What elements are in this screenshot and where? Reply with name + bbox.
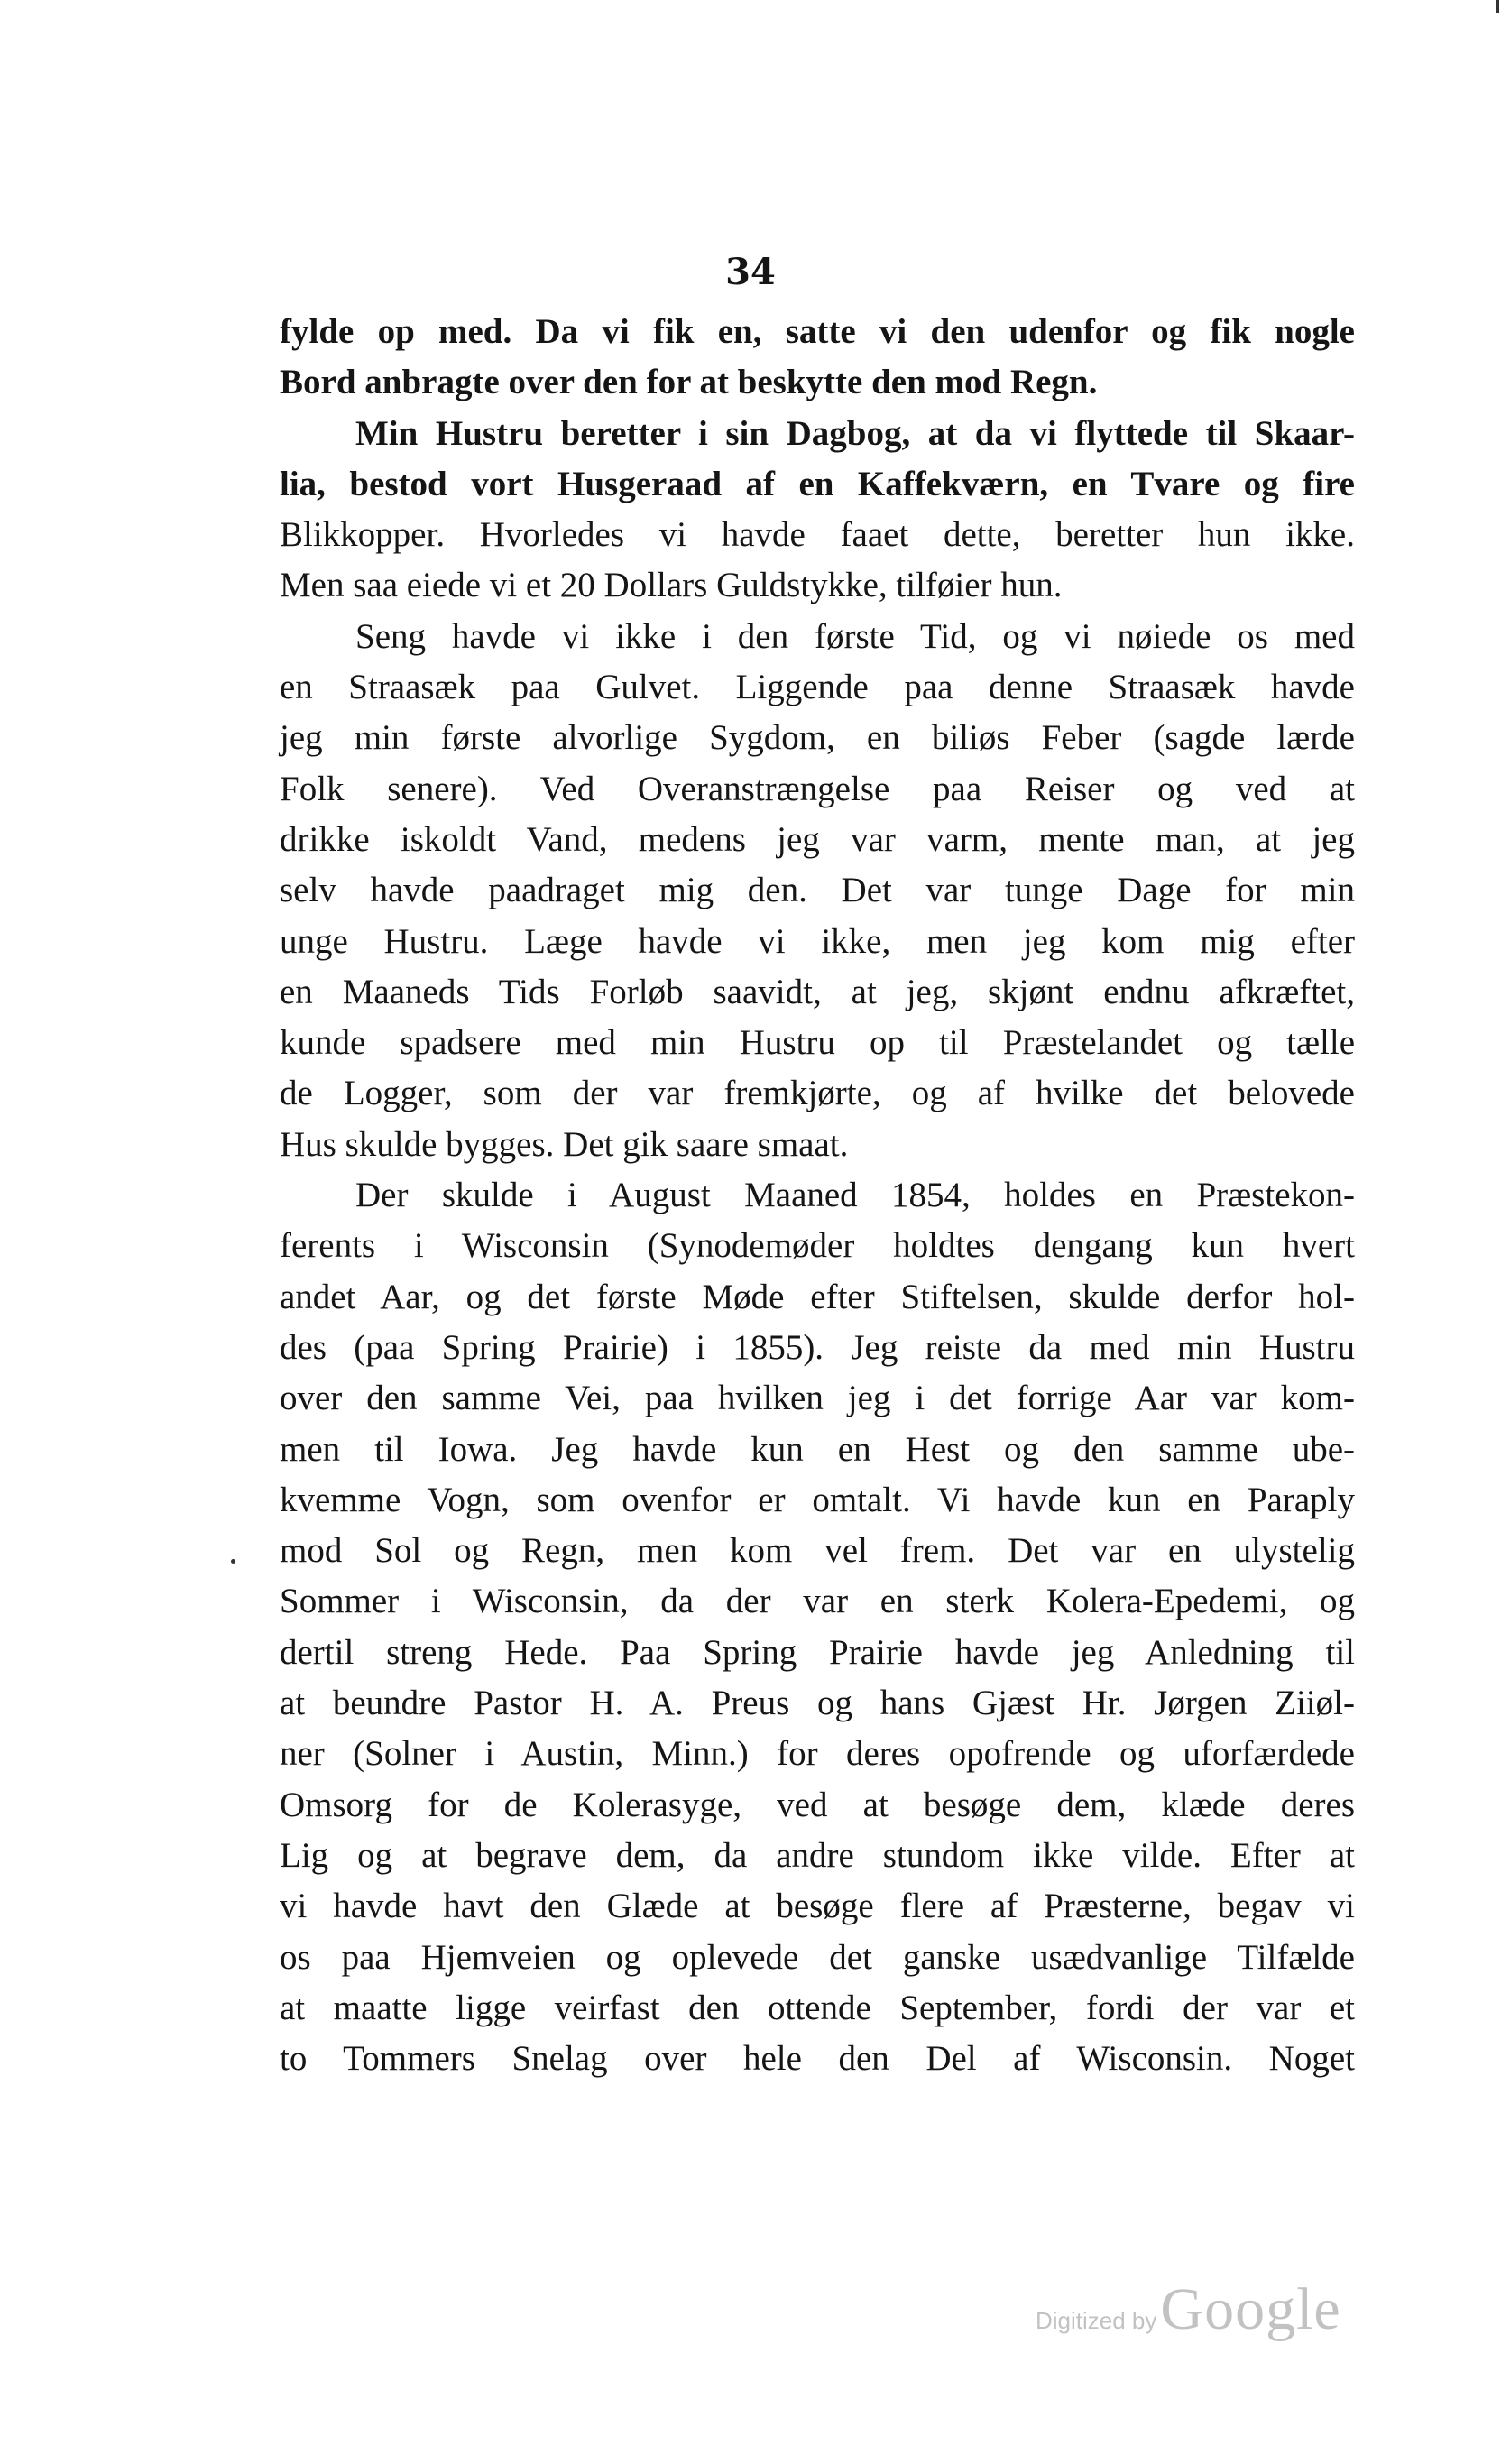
text-line: Der skulde i August Maaned 1854, holdes en Præstekon- bbox=[355, 1176, 1355, 1215]
scan-edge-mark bbox=[1496, 0, 1499, 13]
text-line: Bord anbragte over den for at beskytte den mod Regn. bbox=[280, 363, 1098, 402]
text-line: Sommer i Wisconsin, da der var en sterk Kolera-Epedemi, og bbox=[280, 1582, 1355, 1621]
text-line: over den samme Vei, paa hvilken jeg i det forrige Aar var kom- bbox=[280, 1379, 1355, 1418]
text-line: mod Sol og Regn, men kom vel frem. Det var en ulystelig bbox=[280, 1531, 1355, 1571]
digitized-by-google-watermark bbox=[1036, 2275, 1341, 2344]
text-line: at beundre Pastor H. A. Preus og hans Gjæst Hr. Jørgen Ziiøl- bbox=[280, 1684, 1355, 1723]
text-line: en Straasæk paa Gulvet. Liggende paa denne Straasæk havde bbox=[280, 668, 1355, 707]
text-line: kvemme Vogn, som ovenfor er omtalt. Vi havde kun en Paraply bbox=[280, 1480, 1355, 1519]
watermark-prefix: Digitized by bbox=[1036, 2307, 1157, 2334]
text-line: dertil streng Hede. Paa Spring Prairie havde jeg Anledning til bbox=[280, 1632, 1355, 1672]
text-line: lia, bestod vort Husgeraad af en Kaffekværn, en Tvare og fire bbox=[280, 464, 1355, 503]
text-line: Men saa eiede vi et 20 Dollars Guldstykke, tilføier hun. bbox=[280, 566, 1063, 605]
text-line: Min Hustru beretter i sin Dagbog, at da vi flyttede til Skaar- bbox=[355, 413, 1355, 453]
text-line: unge Hustru. Læge havde vi ikke, men jeg kom mig efter bbox=[280, 921, 1355, 961]
text-line: de Logger, som der var fremkjørte, og af hvilke det belovede bbox=[280, 1074, 1355, 1113]
text-line: Hus skulde bygges. Det gik saare smaat. bbox=[280, 1124, 849, 1164]
text-line: at maatte ligge veirfast den ottende September, fordi der var et bbox=[280, 1988, 1355, 2027]
text-line: os paa Hjemveien og oplevede det ganske usædvanlige Tilfælde bbox=[280, 1937, 1355, 1977]
text-line: men til Iowa. Jeg havde kun en Hest og den samme ube- bbox=[280, 1429, 1355, 1469]
page-number: 34 bbox=[725, 251, 776, 293]
text-line: en Maaneds Tids Forløb saavidt, at jeg, skjønt endnu afkræftet, bbox=[280, 972, 1355, 1011]
text-line: Omsorg for de Kolerasyge, ved at besøge dem, klæde deres bbox=[280, 1785, 1355, 1824]
text-line: ferents i Wisconsin (Synodemøder holdtes dengang kun hvert bbox=[280, 1226, 1355, 1266]
text-line: vi havde havt den Glæde at besøge flere af Præsterne, begav vi bbox=[280, 1887, 1355, 1926]
text-line: ner (Solner i Austin, Minn.) for deres opofrende og uforfærdede bbox=[280, 1734, 1355, 1774]
text-line: selv havde paadraget mig den. Det var tunge Dage for min bbox=[280, 871, 1355, 910]
google-logo: Google bbox=[1160, 2276, 1341, 2342]
text-line: Blikkopper. Hvorledes vi havde faaet dette, beretter hun ikke. bbox=[280, 515, 1355, 555]
text-line: andet Aar, og det første Møde efter Stiftelsen, skulde derfor hol- bbox=[280, 1277, 1355, 1316]
text-line: fylde op med. Da vi fik en, satte vi den udenfor og fik nogle bbox=[280, 312, 1355, 351]
text-line: des (paa Spring Prairie) i 1855). Jeg reiste da med min Hustru bbox=[280, 1327, 1355, 1367]
text-line: kunde spadsere med min Hustru op til Præstelandet og tælle bbox=[280, 1023, 1355, 1063]
text-line: Folk senere). Ved Overanstrængelse paa Reiser og ved at bbox=[280, 769, 1355, 808]
body-text bbox=[280, 307, 1355, 2084]
text-line: to Tommers Snelag over hele den Del af Wisconsin. Noget bbox=[280, 2039, 1355, 2079]
text-line: jeg min første alvorlige Sygdom, en biliøs Feber (sagde lærde bbox=[280, 718, 1355, 758]
text-line: drikke iskoldt Vand, medens jeg var varm, mente man, at jeg bbox=[280, 819, 1355, 859]
ink-speck bbox=[231, 1559, 235, 1564]
text-line: Lig og at begrave dem, da andre stundom ikke vilde. Efter at bbox=[280, 1835, 1355, 1875]
text-line: Seng havde vi ikke i den første Tid, og vi nøiede os med bbox=[355, 616, 1355, 656]
